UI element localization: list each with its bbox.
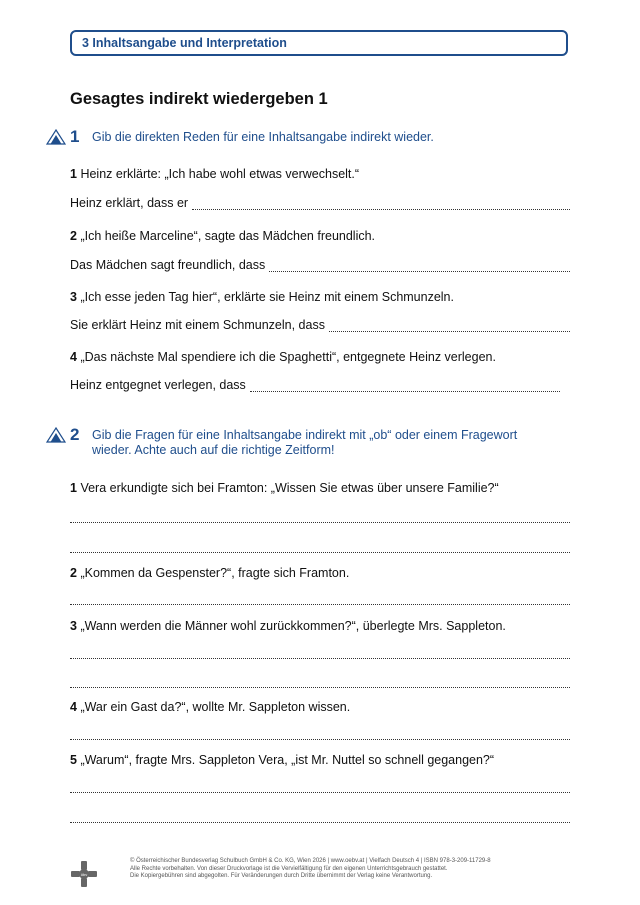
exercise-item <box>70 700 350 714</box>
item-quote: „Das nächste Mal spendiere ich die Spaghetti“, entgegnete Heinz verlegen. <box>80 350 496 364</box>
item-quote: Heinz erklärte: „Ich habe wohl etwas verwechselt.“ <box>80 167 360 181</box>
item-number: 3 <box>70 619 77 633</box>
answer-blank[interactable] <box>70 511 570 523</box>
footer-line: Die Kopiergebühren sind abgegolten. Für Veränderungen durch Dritte übernimmt der Verlag keine Verantwortung. <box>130 873 433 879</box>
answer-blank[interactable] <box>70 781 570 793</box>
item-quote: „Kommen da Gespenster?“, fragte sich Framton. <box>80 566 350 580</box>
item-quote: Vera erkundigte sich bei Framton: „Wissen Sie etwas über unsere Familie?“ <box>80 481 499 495</box>
exercise-item <box>70 481 499 495</box>
exercise-item <box>70 290 454 304</box>
answer-blank[interactable] <box>70 811 570 823</box>
answer-line[interactable] <box>70 318 570 332</box>
answer-blank[interactable] <box>70 541 570 553</box>
answer-lead: Heinz erklärt, dass er <box>70 196 189 210</box>
item-number: 4 <box>70 350 77 364</box>
item-number: 2 <box>70 229 77 243</box>
answer-line[interactable] <box>70 196 570 210</box>
exercise-item <box>70 619 506 633</box>
answer-lead: Das Mädchen sagt freundlich, dass <box>70 258 266 272</box>
task-number: 1 <box>70 127 80 146</box>
answer-blank[interactable] <box>70 676 570 688</box>
task-instruction: Gib die direkten Reden für eine Inhaltsangabe indirekt wieder. <box>92 130 434 144</box>
task-number: 2 <box>70 425 80 444</box>
exercise-item <box>70 167 359 181</box>
copyright-footer <box>130 858 570 881</box>
footer-line: Alle Rechte vorbehalten. Von dieser Druckvorlage ist die Vervielfältigung für den eigenen Unterrichtsgebrauch gestattet. <box>130 865 448 872</box>
chapter-header <box>70 30 568 56</box>
item-quote: „Warum“, fragte Mrs. Sappleton Vera, „ist Mr. Nuttel so schnell gegangen?“ <box>80 753 495 767</box>
answer-blank[interactable] <box>329 319 570 332</box>
item-quote: „War ein Gast da?“, wollte Mr. Sappleton wissen. <box>80 700 351 714</box>
item-quote: „Wann werden die Männer wohl zurückkommen?“, überlegte Mrs. Sappleton. <box>80 619 506 633</box>
item-number: 5 <box>70 753 77 767</box>
answer-lead: Sie erklärt Heinz mit einem Schmunzeln, dass <box>70 318 325 332</box>
answer-line[interactable] <box>70 378 560 392</box>
page-title: Gesagtes indirekt wiedergeben 1 <box>70 90 328 108</box>
chapter-title: 3 Inhaltsangabe und Interpretation <box>82 36 287 50</box>
item-quote: „Ich esse jeden Tag hier“, erklärte sie Heinz mit einem Schmunzeln. <box>80 290 454 304</box>
exercise-item <box>70 753 494 767</box>
item-number: 2 <box>70 566 77 580</box>
answer-blank[interactable] <box>192 197 570 210</box>
item-quote: „Ich heiße Marceline“, sagte das Mädchen freundlich. <box>80 229 376 243</box>
svg-text:öbv: öbv <box>80 872 88 877</box>
task-instruction: Gib die Fragen für eine Inhaltsangabe indirekt mit „ob“ oder einem Fragewort wieder. Achte auch auf die richtige Zeitform! <box>92 428 518 457</box>
publisher-logo-icon <box>70 860 98 888</box>
task-2-header <box>46 426 532 458</box>
answer-blank[interactable] <box>250 379 560 392</box>
difficulty-triangle-icon <box>46 129 66 145</box>
item-number: 4 <box>70 700 77 714</box>
answer-line[interactable] <box>70 258 570 272</box>
exercise-item <box>70 566 349 580</box>
answer-blank[interactable] <box>269 259 570 272</box>
item-number: 3 <box>70 290 77 304</box>
item-number: 1 <box>70 167 77 181</box>
difficulty-triangle-icon <box>46 427 66 443</box>
answer-blank[interactable] <box>70 593 570 605</box>
exercise-item <box>70 350 496 364</box>
answer-blank[interactable] <box>70 647 570 659</box>
item-number: 1 <box>70 481 77 495</box>
answer-lead: Heinz entgegnet verlegen, dass <box>70 378 246 392</box>
exercise-item <box>70 229 375 243</box>
footer-line: © Österreichischer Bundesverlag Schulbuch GmbH & Co. KG, Wien 2026 | www.oebv.at | Vielfach Deutsch 4 | ISBN 978-3-209-11729-8 <box>130 858 491 864</box>
task-1-header <box>46 128 532 146</box>
answer-blank[interactable] <box>70 728 570 740</box>
